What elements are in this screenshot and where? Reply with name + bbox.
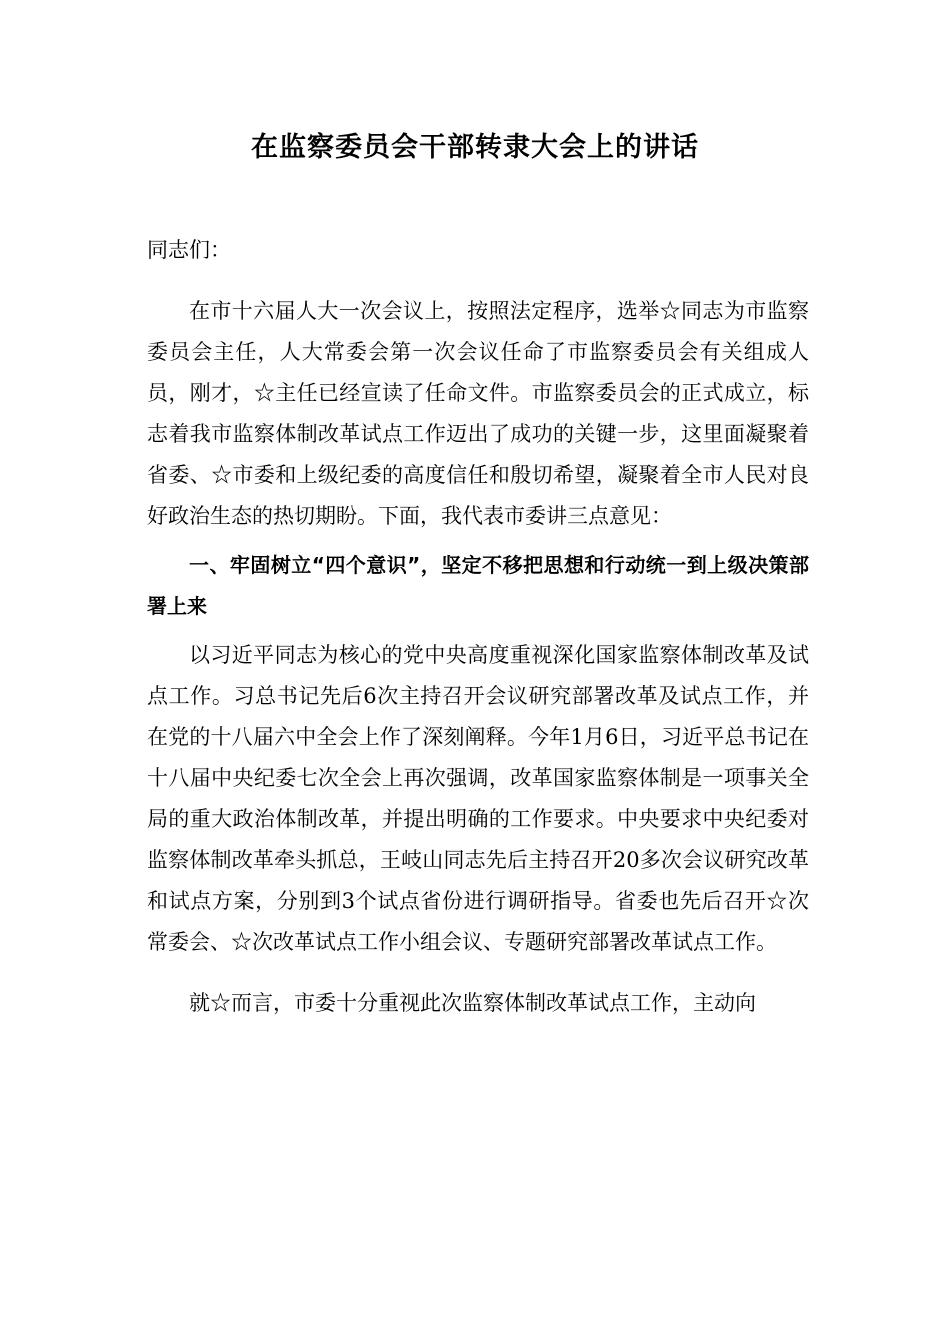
document-title: 在监察委员会干部转隶大会上的讲话 bbox=[251, 132, 699, 163]
section-heading-1: 一、牢固树立“四个意识”，坚定不移把思想和行动统一到上级决策部署上来 bbox=[147, 553, 809, 618]
paragraph-intro: 在市十六届人大一次会议上，按照法定程序，选举☆同志为市监察委员会主任，人大常委会第一次会议任命了市监察委员会有关组成人员，刚才，☆主任已经宣读了任命文件。市监察委员会的正式成立，标志着我市监察体制改革试点工作迈出了成功的关键一步，这里面凝聚着省委、☆市委和上级纪委的高度信任和殷切希望，凝聚着全市人民对良好政治生态的热切期盼。下面，我代表市委讲三点意见： bbox=[147, 299, 809, 528]
document-body bbox=[147, 230, 809, 1024]
paragraph-continued: 就☆而言，市委十分重视此次监察体制改革试点工作，主动向 bbox=[189, 991, 756, 1015]
paragraph-section-1: 以习近平同志为核心的党中央高度重视深化国家监察体制改革及试点工作。习总书记先后6次主持召开会议研究部署改革及试点工作，并在党的十八届六中全会上作了深刻阐释。今年1月6日，习近平总书记在十八届中央纪委七次全会上再次强调，改革国家监察体制是一项事关全局的重大政治体制改革，并提出明确的工作要求。中央要求中央纪委对监察体制改革牵头抓总，王岐山同志先后主持召开20多次会议研究改革和试点方案，分别到3个试点省份进行调研指导。省委也先后召开☆次常委会、☆次改革试点工作小组会议、专题研究部署改革试点工作。 bbox=[147, 643, 809, 954]
salutation: 同志们： bbox=[147, 238, 231, 262]
